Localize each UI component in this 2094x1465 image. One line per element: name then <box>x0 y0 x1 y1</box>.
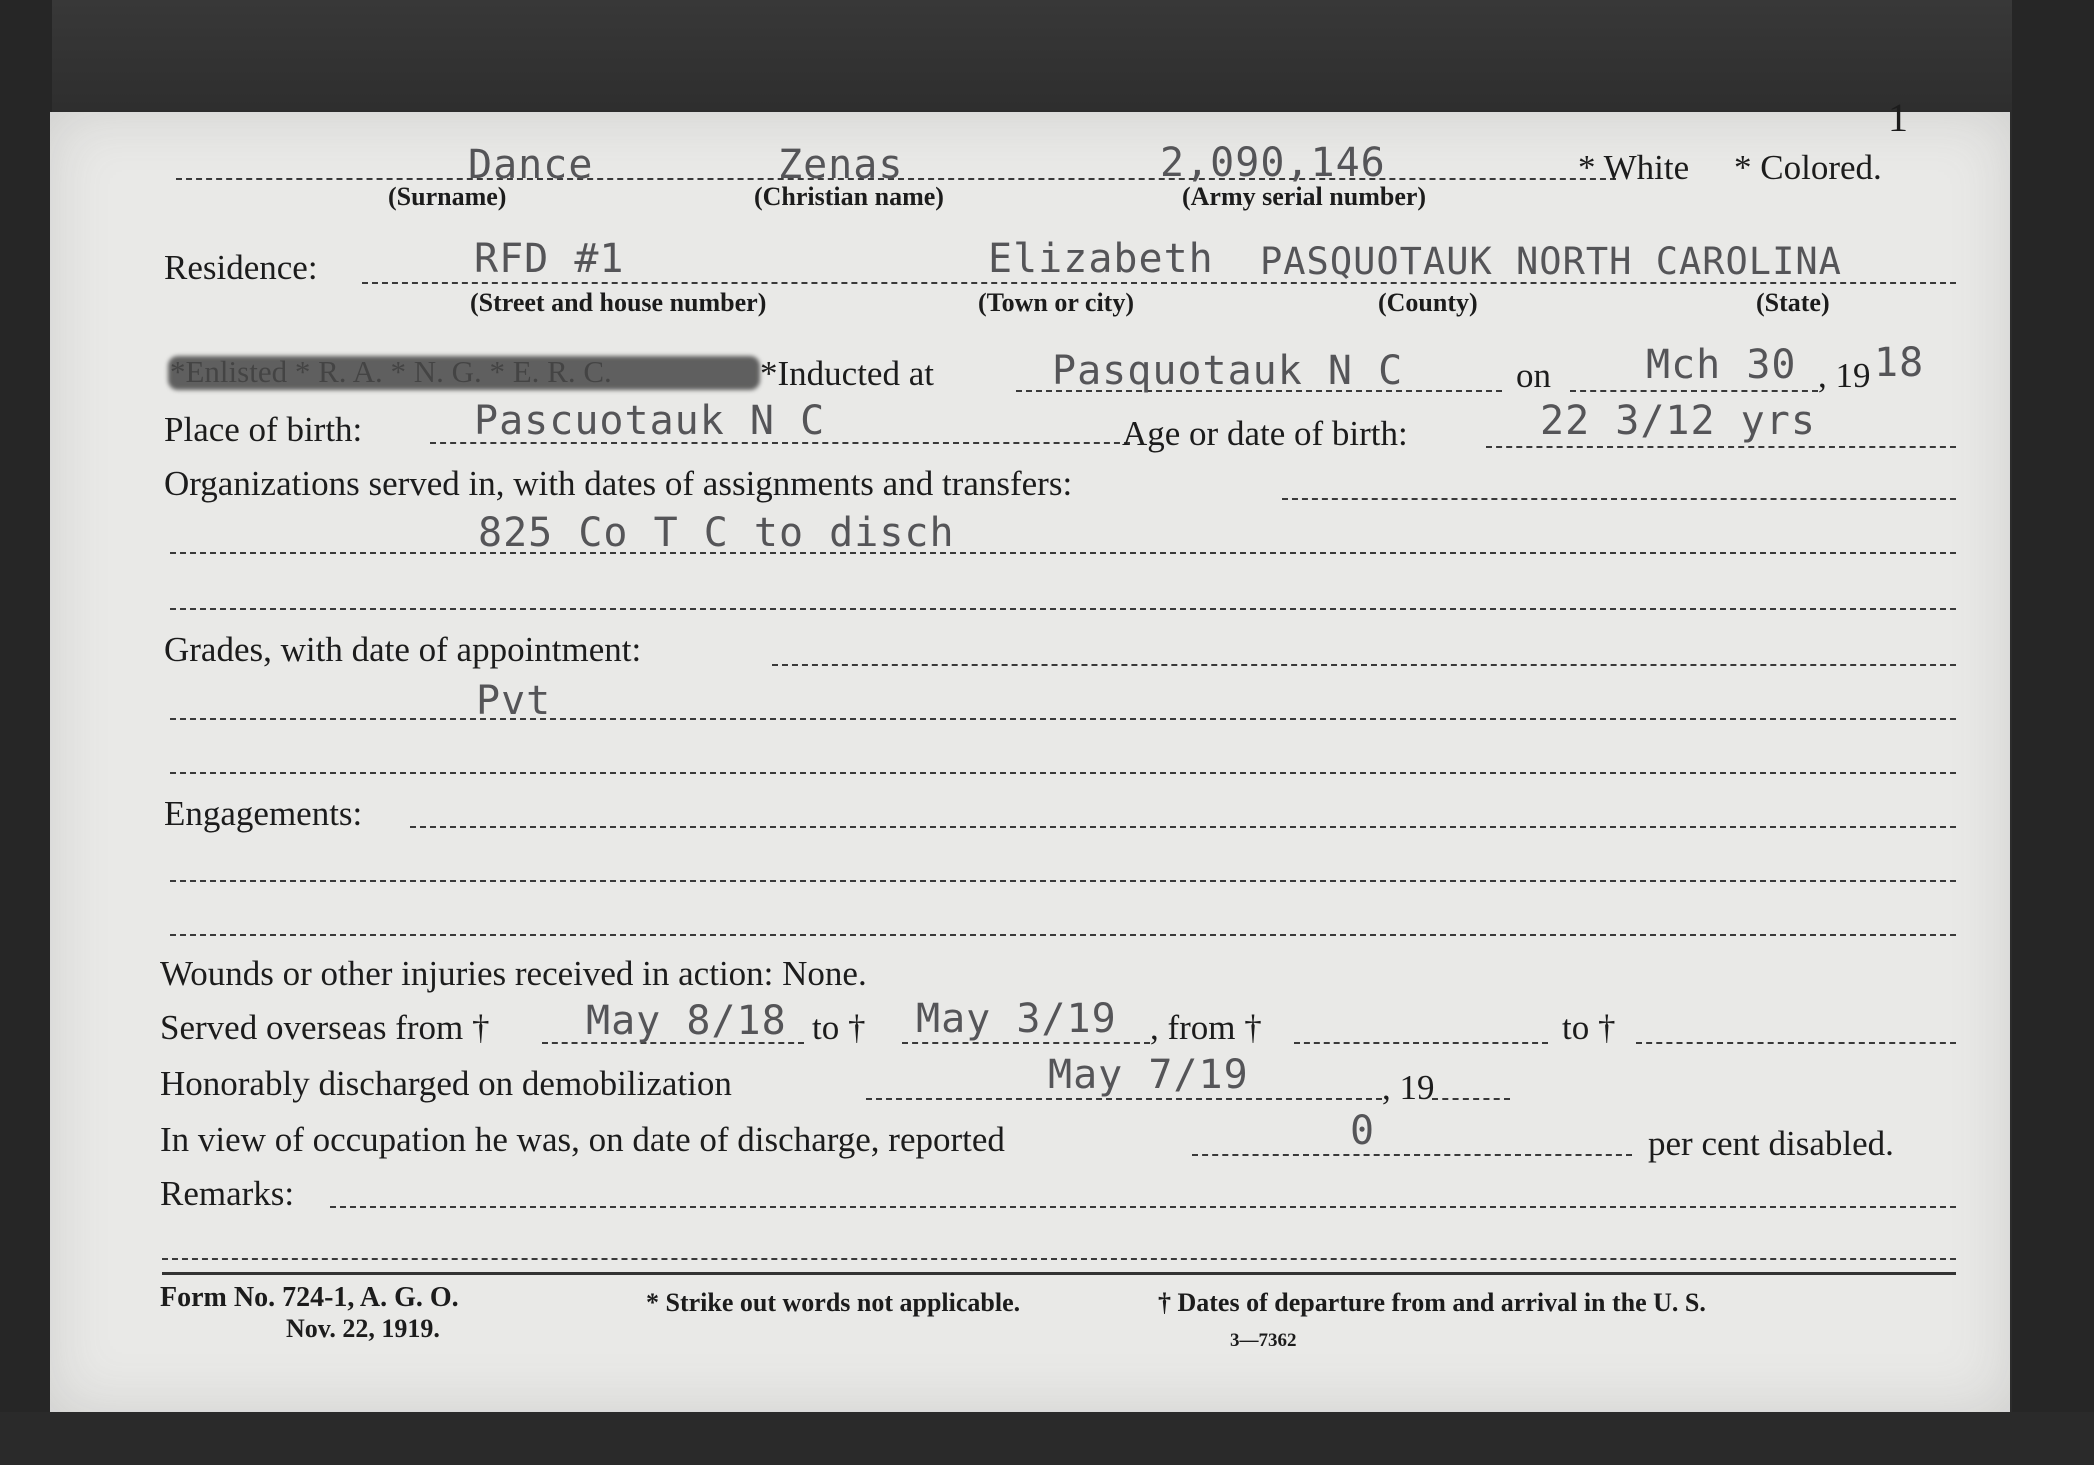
surname-caption: (Surname) <box>388 182 507 211</box>
on-label: on <box>1516 356 1551 395</box>
service-record-card <box>50 95 2010 1412</box>
christian-name-value: Zenas <box>778 142 904 188</box>
strike-out-note: * Strike out words not applicable. <box>646 1288 1021 1317</box>
serial-number-value: 2,090,146 <box>1160 140 1386 186</box>
footer-rule <box>162 1272 1956 1275</box>
scan-background-bottom <box>0 1412 2094 1465</box>
remarks-line-1 <box>330 1206 1956 1208</box>
residence-label: Residence: <box>164 248 318 287</box>
grades-line-1 <box>772 664 1956 666</box>
discharge-year-prefix: , 19 <box>1382 1068 1435 1107</box>
age-label: Age or date of birth: <box>1122 414 1408 453</box>
form-date: Nov. 22, 1919. <box>286 1314 440 1343</box>
colored-option: * Colored. <box>1734 148 1882 187</box>
discharge-year-line <box>1432 1098 1510 1100</box>
street-caption: (Street and house number) <box>470 288 767 317</box>
serial-number-caption: (Army serial number) <box>1182 182 1427 211</box>
corner-mark: 1 <box>1888 95 1908 140</box>
organizations-line-3 <box>170 608 1956 610</box>
age-line <box>1486 446 1956 448</box>
disability-suffix: per cent disabled. <box>1648 1124 1894 1163</box>
white-option: * White <box>1578 148 1690 187</box>
discharge-date-value: May 7/19 <box>1048 1052 1249 1098</box>
form-number: Form No. 724-1, A. G. O. <box>160 1282 459 1313</box>
christian-name-caption: (Christian name) <box>754 182 944 211</box>
discharge-date-line <box>866 1098 1382 1100</box>
disability-line <box>1192 1154 1632 1156</box>
town-value: Elizabeth <box>988 236 1214 282</box>
county-state-value: PASQUOTAUK NORTH CAROLINA <box>1260 240 1842 283</box>
town-caption: (Town or city) <box>978 288 1134 317</box>
year-suffix-value: 18 <box>1874 340 1925 386</box>
place-of-birth-value: Pascuotauk N C <box>474 398 826 444</box>
disability-value: 0 <box>1350 1108 1376 1154</box>
street-value: RFD #1 <box>474 236 625 282</box>
year-prefix: , 19 <box>1818 356 1871 395</box>
engagements-line-2 <box>170 880 1956 882</box>
engagements-label: Engagements: <box>164 794 363 833</box>
strike-out-mark <box>168 356 760 390</box>
print-code: 3—7362 <box>1230 1330 1297 1351</box>
overseas-to-label: to † <box>812 1008 866 1047</box>
dates-note: † Dates of departure from and arrival in the U. S. <box>1158 1288 1706 1317</box>
overseas-from-label-2: , from † <box>1150 1008 1262 1047</box>
scan-background-top <box>0 0 2094 110</box>
inducted-label: *Inducted at <box>760 354 934 393</box>
grades-line-2 <box>170 718 1956 720</box>
organizations-label: Organizations served in, with dates of assignments and transfers: <box>164 464 1073 503</box>
scan-background-left <box>0 0 52 1465</box>
grades-value: Pvt <box>476 678 552 724</box>
state-caption: (State) <box>1756 288 1830 317</box>
grades-line-3 <box>170 772 1956 774</box>
wounds-label: Wounds or other injuries received in action: None. <box>160 954 867 993</box>
remarks-line-2 <box>162 1258 1956 1260</box>
overseas-to-line-2 <box>1636 1042 1956 1044</box>
discharge-label: Honorably discharged on demobilization <box>160 1064 732 1103</box>
overseas-to-value: May 3/19 <box>916 996 1117 1042</box>
age-value: 22 3/12 yrs <box>1540 398 1816 444</box>
overseas-from-value: May 8/18 <box>586 998 787 1044</box>
engagements-line-3 <box>170 934 1956 936</box>
induction-date-line <box>1570 390 1818 392</box>
surname-value: Dance <box>468 142 594 188</box>
remarks-label: Remarks: <box>160 1174 295 1213</box>
place-of-birth-label: Place of birth: <box>164 410 363 449</box>
overseas-from-line-2 <box>1294 1042 1548 1044</box>
organizations-value: 825 Co T C to disch <box>478 510 955 556</box>
inducted-place-value: Pasquotauk N C <box>1052 348 1404 394</box>
organizations-line-1 <box>1282 498 1956 500</box>
overseas-label: Served overseas from † <box>160 1008 490 1047</box>
overseas-to-line <box>902 1042 1150 1044</box>
grades-label: Grades, with date of appointment: <box>164 630 642 669</box>
scan-background-right <box>2012 0 2094 1465</box>
organizations-line-2 <box>170 552 1956 554</box>
engagements-line-1 <box>410 826 1956 828</box>
disability-label: In view of occupation he was, on date of discharge, reported <box>160 1120 1005 1159</box>
county-caption: (County) <box>1378 288 1478 317</box>
overseas-to-label-2: to † <box>1562 1008 1616 1047</box>
induction-date-value: Mch 30 <box>1646 342 1797 388</box>
